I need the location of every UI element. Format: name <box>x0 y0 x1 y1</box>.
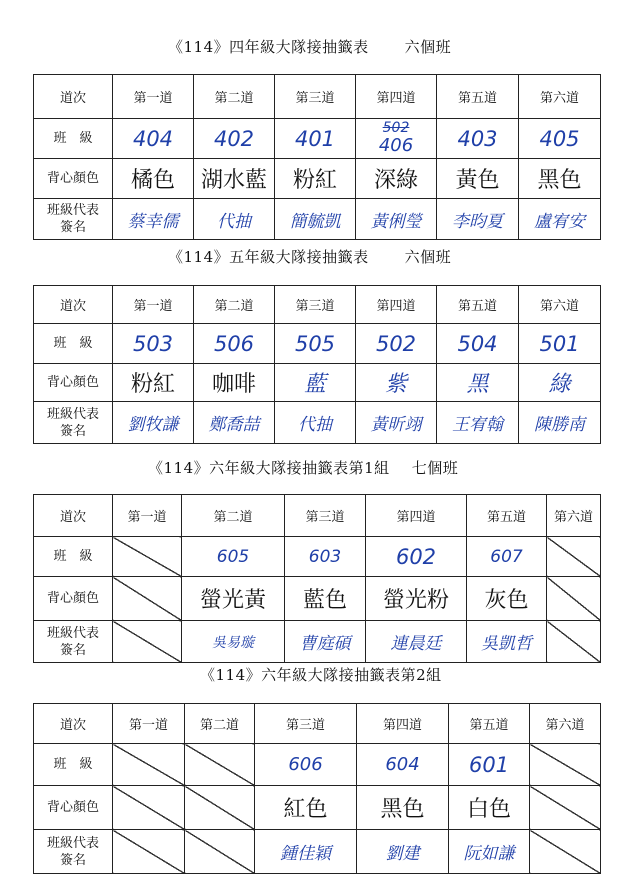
row-label-color: 背心顏色 <box>34 786 113 830</box>
class-value: 606 <box>288 754 323 775</box>
class-value: 502 <box>375 331 417 356</box>
rep-cell <box>113 199 194 240</box>
empty-lane-cell <box>113 786 185 830</box>
class-row <box>34 744 601 786</box>
table1 <box>33 74 601 240</box>
lane-header: 第四道 <box>366 495 467 537</box>
color-value: 灰色 <box>484 588 529 613</box>
rep-cell <box>356 199 437 240</box>
color-value: 紅色 <box>283 797 328 822</box>
lane-header: 第四道 <box>356 75 437 119</box>
rep-cell <box>255 830 357 874</box>
color-row <box>34 786 601 830</box>
class-cell <box>356 324 437 364</box>
rep-cell <box>357 830 449 874</box>
rep-signature: 黃俐瑩 <box>370 211 422 232</box>
rep-signature: 曹庭碩 <box>299 634 351 654</box>
empty-lane-cell <box>113 621 182 663</box>
color-cell <box>285 577 366 621</box>
rep-row <box>34 621 601 663</box>
lane-header: 第四道 <box>356 286 437 324</box>
class-cell <box>275 119 356 159</box>
rep-signature: 陳勝南 <box>534 415 585 435</box>
class-row <box>34 119 601 159</box>
color-value: 綠 <box>548 372 571 397</box>
lane-header: 第四道 <box>357 704 449 744</box>
rep-cell <box>194 199 275 240</box>
class-value: 603 <box>308 546 342 567</box>
color-value: 黑色 <box>380 797 425 822</box>
empty-lane-cell <box>113 744 185 786</box>
class-cell <box>519 324 601 364</box>
color-value: 黑 <box>466 372 489 397</box>
row-label-class: 班 級 <box>34 119 113 159</box>
color-cell <box>182 577 285 621</box>
table4-title <box>200 664 442 685</box>
empty-lane-cell <box>547 577 601 621</box>
class-cell <box>255 744 357 786</box>
color-cell <box>437 364 519 402</box>
rep-cell <box>519 199 601 240</box>
lane-row <box>34 286 601 324</box>
rep-signature: 劉建 <box>385 844 420 864</box>
color-cell <box>519 159 601 199</box>
table4-title-main: 《114》六年級大隊接抽籤表第2組 <box>200 666 442 684</box>
table1-title-main: 《114》四年級大隊接抽籤表 <box>168 38 369 56</box>
row-label-lane: 道次 <box>34 495 113 537</box>
color-cell <box>255 786 357 830</box>
row-label-color: 背心顏色 <box>34 364 113 402</box>
empty-lane-cell <box>530 786 601 830</box>
class-value: 604 <box>385 754 420 775</box>
color-row <box>34 159 601 199</box>
color-value: 藍 <box>303 372 326 397</box>
color-value: 粉紅 <box>130 372 175 397</box>
lane-header: 第三道 <box>275 75 356 119</box>
empty-lane-cell <box>547 621 601 663</box>
rep-row <box>34 830 601 874</box>
lane-header: 第六道 <box>547 495 601 537</box>
empty-lane-cell <box>185 744 255 786</box>
color-value: 紫 <box>384 372 407 397</box>
color-cell <box>356 159 437 199</box>
color-row <box>34 364 601 402</box>
rep-cell <box>182 621 285 663</box>
class-value: 505 <box>294 331 336 356</box>
lane-header: 第五道 <box>437 286 519 324</box>
table2-title-suffix: 六個班 <box>404 248 452 266</box>
rep-signature: 阮如謙 <box>463 844 515 864</box>
color-cell <box>194 159 275 199</box>
color-value: 咖啡 <box>211 372 256 397</box>
lane-header: 第三道 <box>255 704 357 744</box>
color-value: 橘色 <box>130 168 175 193</box>
class-value: 405 <box>539 126 580 151</box>
rep-cell <box>113 402 194 444</box>
rep-cell <box>356 402 437 444</box>
class-row <box>34 324 601 364</box>
rep-signature: 代抽 <box>217 211 251 232</box>
color-value: 粉紅 <box>292 168 337 193</box>
table2-title-main: 《114》五年級大隊接抽籤表 <box>168 248 369 266</box>
rep-signature: 代抽 <box>298 415 332 435</box>
color-cell <box>449 786 530 830</box>
rep-cell <box>285 621 366 663</box>
lane-header: 第二道 <box>194 286 275 324</box>
class-value: 601 <box>468 752 510 777</box>
rep-cell <box>275 199 356 240</box>
color-cell <box>275 364 356 402</box>
color-row <box>34 577 601 621</box>
color-value: 深綠 <box>373 168 418 193</box>
class-value: 501 <box>539 331 580 356</box>
color-value: 黑色 <box>537 168 582 193</box>
color-value: 湖水藍 <box>200 168 267 193</box>
color-value: 螢光黃 <box>199 588 266 613</box>
table1-title-suffix: 六個班 <box>404 38 452 56</box>
lane-header: 第一道 <box>113 286 194 324</box>
class-cell <box>519 119 601 159</box>
rep-cell <box>449 830 530 874</box>
color-cell <box>356 364 437 402</box>
rep-signature: 連晨廷 <box>390 634 442 654</box>
lane-header: 第二道 <box>185 704 255 744</box>
table4 <box>33 703 601 874</box>
class-value: 602 <box>395 544 437 569</box>
class-value: 504 <box>457 331 498 356</box>
rep-signature: 吳易璇 <box>212 634 254 651</box>
class-cell <box>467 537 547 577</box>
lane-header: 第一道 <box>113 704 185 744</box>
rep-cell <box>437 402 519 444</box>
color-value: 藍色 <box>302 588 347 613</box>
lane-header: 第二道 <box>194 75 275 119</box>
lane-header: 第一道 <box>113 75 194 119</box>
color-cell <box>467 577 547 621</box>
color-cell <box>357 786 449 830</box>
color-cell <box>194 364 275 402</box>
class-cell <box>194 119 275 159</box>
class-cell <box>285 537 366 577</box>
rep-cell <box>275 402 356 444</box>
table3-title-main: 《114》六年級大隊接抽籤表第1組 <box>148 459 390 477</box>
class-cell <box>356 119 437 159</box>
empty-lane-cell <box>530 830 601 874</box>
row-label-rep: 班級代表 簽名 <box>34 199 113 240</box>
lane-header: 第五道 <box>449 704 530 744</box>
class-cell <box>194 324 275 364</box>
lane-header: 第六道 <box>519 286 601 324</box>
rep-row <box>34 199 601 240</box>
class-struck-value: 502 <box>382 120 410 136</box>
lane-header: 第三道 <box>275 286 356 324</box>
color-cell <box>519 364 601 402</box>
class-cell <box>113 119 194 159</box>
row-label-lane: 道次 <box>34 75 113 119</box>
rep-signature: 鍾佳穎 <box>280 844 331 864</box>
row-label-rep: 班級代表 簽名 <box>34 621 113 663</box>
row-label-lane: 道次 <box>34 704 113 744</box>
lane-header: 第三道 <box>285 495 366 537</box>
class-value: 403 <box>457 126 498 151</box>
rep-cell <box>366 621 467 663</box>
lane-row <box>34 495 601 537</box>
empty-lane-cell <box>185 830 255 874</box>
color-value: 黃色 <box>455 168 500 193</box>
rep-signature: 盧宥安 <box>534 211 585 232</box>
color-cell <box>113 364 194 402</box>
rep-cell <box>467 621 547 663</box>
lane-header: 第五道 <box>437 75 519 119</box>
rep-signature: 蔡幸儒 <box>127 211 179 232</box>
rep-cell <box>437 199 519 240</box>
row-label-class: 班 級 <box>34 744 113 786</box>
class-cell <box>437 324 519 364</box>
rep-signature: 簡毓凱 <box>289 211 341 232</box>
class-value: 506 <box>213 331 255 356</box>
class-cell <box>182 537 285 577</box>
color-cell <box>366 577 467 621</box>
table2 <box>33 285 601 444</box>
class-cell <box>366 537 467 577</box>
class-value: 503 <box>132 331 174 356</box>
class-value: 404 <box>132 126 174 151</box>
table3 <box>33 494 601 663</box>
color-cell <box>113 159 194 199</box>
rep-signature: 黃昕翊 <box>370 415 422 435</box>
lane-header: 第一道 <box>113 495 182 537</box>
color-cell <box>275 159 356 199</box>
color-value: 白色 <box>466 797 511 822</box>
class-cell <box>449 744 530 786</box>
class-cell <box>275 324 356 364</box>
row-label-color: 背心顏色 <box>34 159 113 199</box>
table3-title-suffix: 七個班 <box>411 459 459 477</box>
empty-lane-cell <box>547 537 601 577</box>
lane-header: 第六道 <box>519 75 601 119</box>
rep-cell <box>194 402 275 444</box>
table2-title <box>168 246 451 267</box>
rep-cell <box>519 402 601 444</box>
color-value: 螢光粉 <box>382 588 449 613</box>
empty-lane-cell <box>113 830 185 874</box>
color-cell <box>437 159 519 199</box>
class-value: 402 <box>213 126 255 151</box>
empty-lane-cell <box>185 786 255 830</box>
lane-header: 第二道 <box>182 495 285 537</box>
lane-header: 第六道 <box>530 704 601 744</box>
rep-row <box>34 402 601 444</box>
row-label-class: 班 級 <box>34 324 113 364</box>
class-value: 605 <box>216 546 250 567</box>
table1-title <box>168 36 451 57</box>
empty-lane-cell <box>113 577 182 621</box>
rep-signature: 王宥翰 <box>452 415 503 435</box>
class-cell <box>437 119 519 159</box>
lane-row <box>34 704 601 744</box>
rep-signature: 吳凱哲 <box>481 634 532 654</box>
class-cell <box>357 744 449 786</box>
rep-signature: 劉牧謙 <box>127 415 179 435</box>
row-label-rep: 班級代表 簽名 <box>34 402 113 444</box>
lane-row <box>34 75 601 119</box>
lane-header: 第五道 <box>467 495 547 537</box>
class-value: 406 <box>378 135 414 156</box>
empty-lane-cell <box>113 537 182 577</box>
class-row <box>34 537 601 577</box>
row-label-lane: 道次 <box>34 286 113 324</box>
empty-lane-cell <box>530 744 601 786</box>
class-value: 401 <box>294 126 336 151</box>
rep-signature: 李昀夏 <box>452 211 503 232</box>
row-label-class: 班 級 <box>34 537 113 577</box>
row-label-color: 背心顏色 <box>34 577 113 621</box>
table3-title <box>148 457 458 478</box>
class-value: 607 <box>490 546 523 567</box>
class-cell <box>113 324 194 364</box>
rep-signature: 鄭喬喆 <box>208 415 260 435</box>
row-label-rep: 班級代表 簽名 <box>34 830 113 874</box>
